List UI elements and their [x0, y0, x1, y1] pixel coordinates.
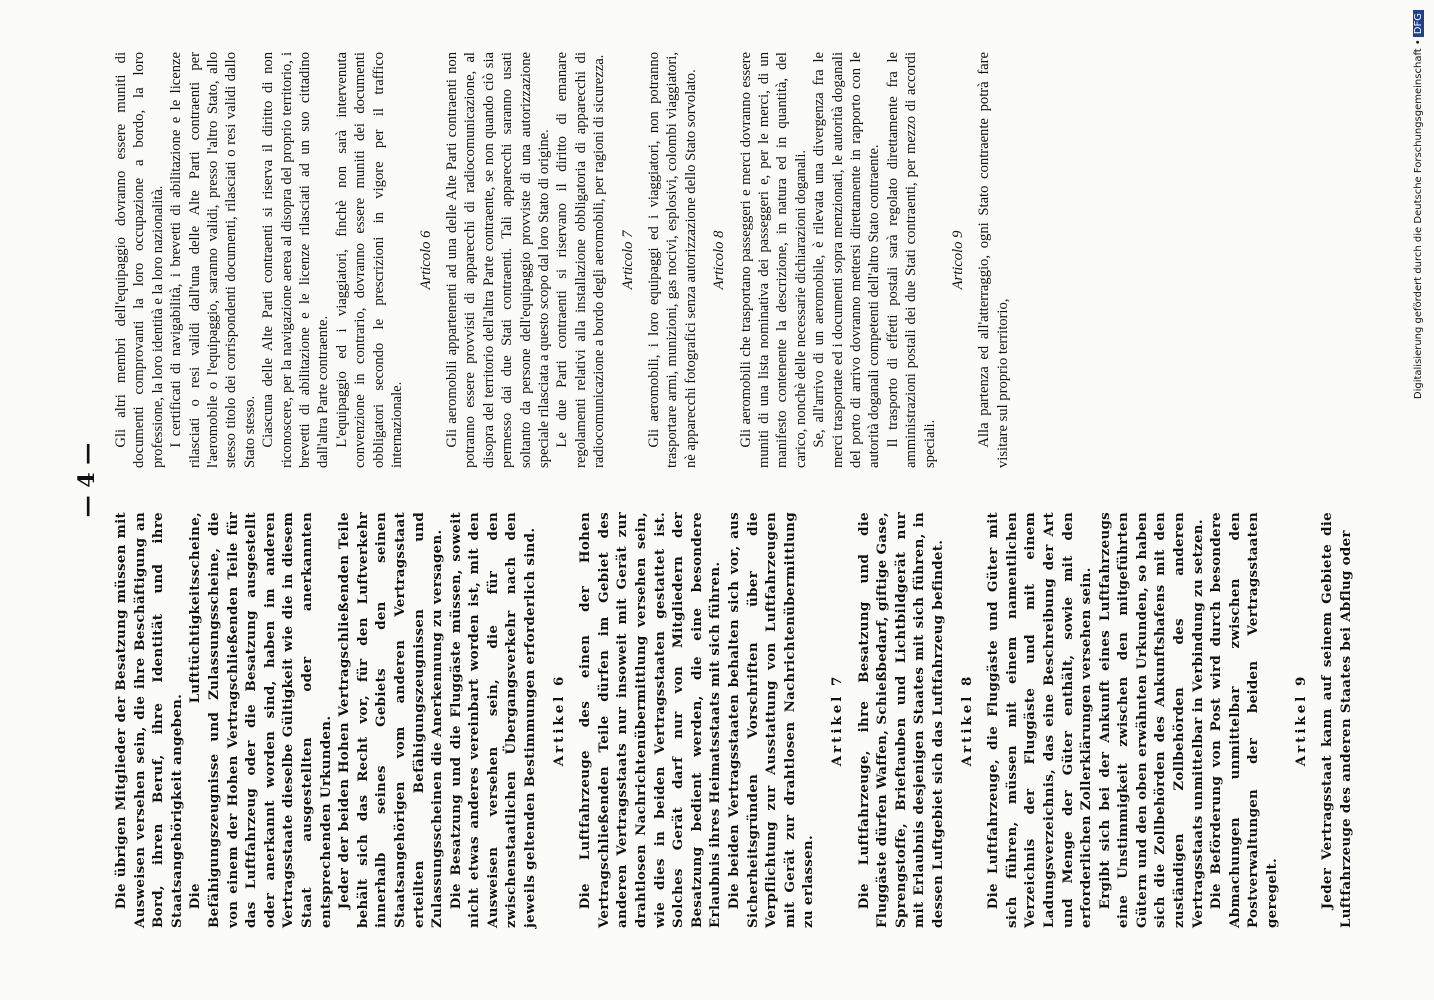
italian-paragraph: Alla partenza ed all'atterraggio, ogni Stato contraente potrà fare visitare sul proprio territorio,: [976, 52, 1011, 468]
italian-paragraph: Le due Parti contraenti si riservano il diritto di emanare regolamenti relativi alla installazione obbligatoria di apparecchi di radiocomunicazione a bordo degli aeromobili, per ragioni di sicurezza.: [554, 52, 608, 468]
italian-paragraph: Il trasporto di effetti postali sarà regolato direttamente fra le amministrazioni postali dei due Stati contraenti, per mezzo di accordi speciali.: [884, 52, 938, 468]
credit-text: Digitalisierung gefördert durch die Deutsche Forschungsgemeinschaft •: [1413, 39, 1424, 400]
italian-paragraph: Gli altri membri dell'equipaggio dovranno essere muniti di documenti comprovanti la loro occupazione a bordo, la loro professione, la loro identità e la loro nazionalità.: [113, 52, 166, 468]
italian-article-heading: Articolo 8: [711, 230, 728, 290]
german-paragraph: Die Beförderung von Post wird durch besondere Abmachungen unmittelbar zwischen den Postverwaltungen der beiden Vertragsstaaten geregelt.: [1208, 512, 1281, 928]
italian-article-heading: Articolo 9: [950, 230, 967, 290]
italian-column: [112, 52, 1012, 468]
german-article-heading: Artikel 9: [1292, 673, 1309, 767]
italian-paragraph: Gli aeromobili che trasportano passeggeri e merci dovranno essere muniti di una lista nominativa dei passeggeri e, per le merci, di un manifesto contenente la descrizione, in natura ed in quantità, del carico, nonchè delle necessarie dichiarazioni doganali.: [737, 52, 809, 468]
german-paragraph: Die Besatzung und die Fluggäste müssen, soweit nicht etwas anderes vereinbart worden ist, mit den Ausweisen versehen sein, die für den zwischenstaatlichen Übergangsverkehr nach den jeweils geltenden Bestimmungen erforderlich sind.: [447, 512, 539, 928]
digitization-credit: [1413, 10, 1424, 990]
italian-article-heading: Articolo 7: [619, 230, 636, 290]
german-paragraph: Die Luftfahrzeuge, die Fluggäste und Güter mit sich führen, müssen mit einem namentlichen Verzeichnis der Fluggäste und mit einem Ladungsverzeichnis, das eine Beschreibung der Art und Menge der Güter enthält, sowie mit den erforderlichen Zollerklärungen versehen sein.: [985, 512, 1095, 928]
german-paragraph: Jeder Vertragsstaat kann auf seinem Gebiete die Luftfahrzeuge des anderen Staates bei Abflug oder: [1319, 512, 1354, 928]
italian-paragraph: Se, all'arrivo di un aeromobile, è rilevata una divergenza fra le merci trasportate ed i documenti sopra menzionati, le autorità doganali del porto di arrivo dovranno mettersi direttamente in rapporto con le autorità doganali competenti dell'altro Stato contraente.: [811, 52, 883, 468]
german-article-heading: Artikel 8: [958, 673, 975, 767]
german-article-heading: Artikel 6: [550, 673, 567, 767]
dfg-logo: DFG: [1413, 10, 1424, 37]
german-paragraph: Die Luftfahrzeuge, ihre Besatzung und die Fluggäste dürfen Waffen, Schießbedarf, giftige Gase, Sprengstoffe, Brieftauben und Lichtbildgerät nur mit Erlaubnis desjenigen Staates mit sich führen, in dessen Luftgebiet sich das Luftfahrzeug befindet.: [855, 512, 946, 928]
page-number: — 4 —: [74, 442, 100, 518]
german-paragraph: Jeder der beiden Hohen Vertragschließenden Teile behält sich das Recht vor, für den Luftverkehr innerhalb seines Gebiets den seinen Staatsangehörigen vom anderen Vertragsstaat erteilten Befähigungszeugnissen und Zulassungsscheinen die Anerkennung zu versagen.: [336, 512, 446, 928]
italian-paragraph: Gli aeromobili, i loro equipaggi ed i viaggiatori, non potranno trasportare armi, munizioni, gas nocivi, esplosivi, colombi viaggiatori, nè apparecchi fotografici senza autorizzazione dello Stato sorvolato.: [645, 52, 699, 468]
german-article-heading: Artikel 7: [828, 673, 845, 767]
german-column: [112, 512, 1355, 928]
german-paragraph: Die übrigen Mitglieder der Besatzung müssen mit Ausweisen versehen sein, die ihre Beschäftigung an Bord, ihren Beruf, ihre Identität und ihre Staatsangehörigkeit angeben.: [113, 512, 185, 928]
italian-paragraph: Gli aeromobili appartenenti ad una delle Alte Parti contraenti non potranno essere provvisti di apparecchi di radiocomunicazione, al disopra del territorio dell'altra Parte contraente, se non quando ciò sia permesso dai due Stati contraenti. Tali apparecchi saranno usati soltanto da persone dell'equipaggio provviste di una autorizzazione speciale rilasciata a questo scopo dal loro Stato di origine.: [443, 52, 552, 468]
german-paragraph: Die Luftfahrzeuge des einen der Hohen Vertragschließenden Teile dürfen im Gebiet des anderen Vertragsstaats nur insoweit mit Gerät zur drahtlosen Nachrichtenübermittlung versehen sein, wie dies in beiden Vertragsstaaten gestattet ist. Solches Gerät darf nur von Mitgliedern der Besatzung bedient werden, die eine besondere Erlaubnis ihres Heimatsstaats mit sich führen.: [577, 512, 724, 928]
italian-paragraph: L'equipaggio ed i viaggiatori, finchè non sarà intervenuta convenzione in contrario, dovranno essere muniti dei documenti obbligatori secondo le prescrizioni in vigore per il traffico internazionale.: [333, 52, 406, 468]
german-paragraph: Die beiden Vertragsstaaten behalten sich vor, aus Sicherheitsgründen Vorschriften über die Verpflichtung zur Ausstattung von Luftfahrzeugen mit Gerät zur drahtlosen Nachrichtenübermittlung zu erlassen.: [726, 512, 817, 928]
italian-paragraph: I certificati di navigabilità, i brevetti di abilitazione e le licenze rilasciati o resi validi dall'una delle Alte Parti contraenti per l'aeromobile o l'equipaggio, saranno validi, presso l'altro Stato, allo stesso titolo dei corrispondenti documenti, rilasciati o resi validi dallo Stato stesso.: [168, 52, 258, 468]
italian-article-heading: Articolo 6: [417, 230, 434, 290]
german-paragraph: Ergibt sich bei der Ankunft eines Luftfahrzeugs eine Unstimmigkeit zwischen den mitgeführten Gütern und den oben erwähnten Urkunden, so haben sich die Zollbehörden des Ankunftshafens mit den zuständigen Zollbehörden des anderen Vertragsstaats unmittelbar in Verbindung zu setzen.: [1096, 512, 1206, 928]
german-paragraph: Die Lufttüchtigkeitsscheine, Befähigungszeugnisse und Zulassungsscheine, die von einem der Hohen Vertragschließenden Teile für das Luftfahrzeug oder die Besatzung ausgestellt oder anerkannt worden sind, haben im anderen Vertragsstaate dieselbe Gültigkeit wie die in diesem Staat ausgestellten oder anerkannten entsprechenden Urkunden.: [187, 512, 334, 928]
italian-paragraph: Ciascuna delle Alte Parti contraenti si riserva il diritto di non riconoscere, per la navigazione aerea al disopra del proprio territorio, i brevetti di abilitazione e le licenze rilasciati ad un suo cittadino dall'altra Parte contraente.: [260, 52, 332, 468]
